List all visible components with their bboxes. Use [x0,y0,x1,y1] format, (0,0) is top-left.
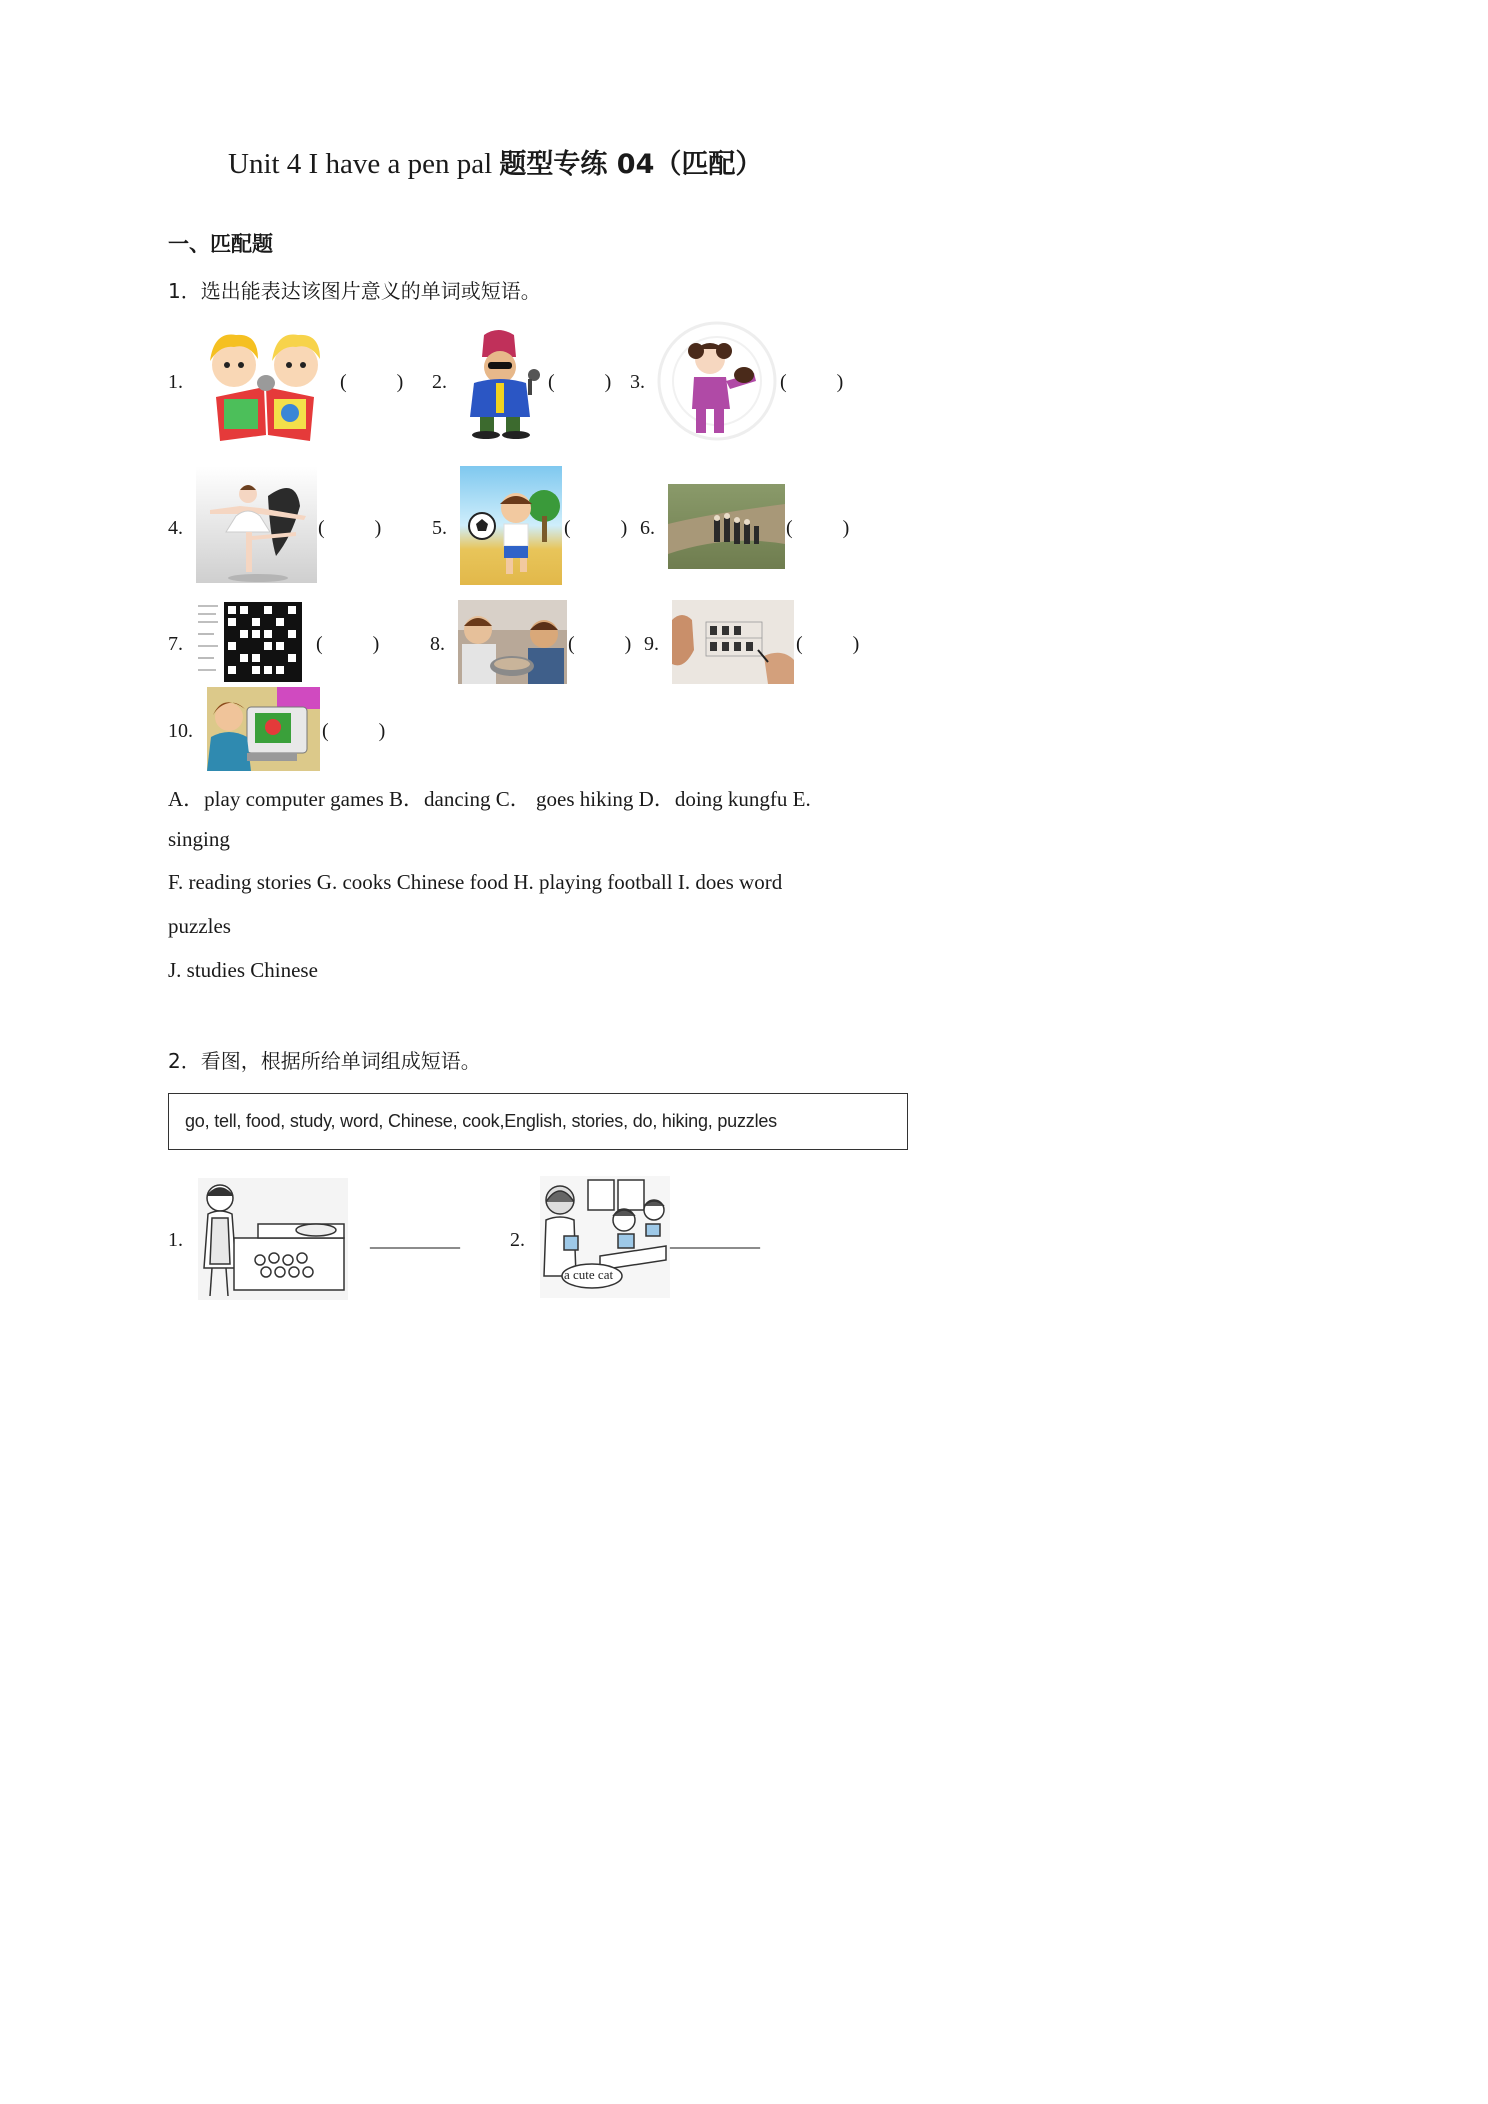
word-bank-text: go, tell, food, study, word, Chinese, cook,English, stories, do, hiking, puzzles [185,1111,777,1131]
title-english: Unit 4 I have a pen pal [228,148,500,180]
cooking-photo [458,600,567,684]
answer-line[interactable]: _________ [670,1229,760,1251]
item-number: 8. [430,633,445,655]
item-number: 9. [644,633,659,655]
title-number: 04 [607,149,655,180]
options-line: F. reading stories G. cooks Chinese food H. playing football I. does word [168,870,783,894]
boy-computer-icon [207,687,320,771]
answer-blank[interactable]: ( ) [318,517,382,539]
ballet-dancer-icon [196,466,317,583]
speech-bubble-caption: a cute cat [564,1267,614,1282]
page-title [228,142,762,181]
title-paren: （匹配） [654,149,763,180]
item-number: 3. [630,371,645,393]
writing-chinese-photo [672,600,794,684]
boy-football-icon [460,466,562,585]
item-number: 4. [168,517,183,539]
kungfu-girl-icon [656,319,778,443]
teacher-students-sketch [540,1176,670,1298]
woman-cooking-sketch [198,1178,348,1300]
item-number: 6. [640,517,655,539]
answer-blank[interactable]: ( ) [564,517,628,539]
item-number: 10. [168,720,193,742]
title-chinese: 题型专练 [499,149,608,180]
item-number: 1. [168,1229,183,1251]
item-number: 7. [168,633,183,655]
item-number: 1. [168,371,183,393]
answer-line[interactable]: _________ [370,1229,460,1251]
options-line: A．play computer games B．dancing C． goes hiking D．doing kungfu E. [168,787,811,811]
crossword-puzzle-icon [196,600,304,684]
item-number: 2. [510,1229,525,1251]
answer-blank[interactable]: ( ) [568,633,632,655]
singer-icon [458,327,546,439]
word-bank-box [168,1093,908,1150]
answer-blank[interactable]: ( ) [780,371,844,393]
answer-blank[interactable]: ( ) [340,371,404,393]
question-2-prompt: 2．看图，根据所给单词组成短语。 [168,1049,481,1073]
hiking-group-photo [668,484,785,569]
answer-blank[interactable]: ( ) [316,633,380,655]
item-number: 5. [432,517,447,539]
question-1-prompt: 1．选出能表达该图片意义的单词或短语。 [168,279,541,303]
options-line: singing [168,827,230,851]
answer-blank[interactable]: ( ) [786,517,850,539]
item-number: 2. [432,371,447,393]
options-line: puzzles [168,914,231,938]
options-line: J. studies Chinese [168,958,318,982]
answer-blank[interactable]: ( ) [796,633,860,655]
answer-blank[interactable]: ( ) [322,720,386,742]
section-heading: 一、匹配题 [168,232,273,256]
children-reading-icon [196,325,336,443]
answer-blank[interactable]: ( ) [548,371,612,393]
